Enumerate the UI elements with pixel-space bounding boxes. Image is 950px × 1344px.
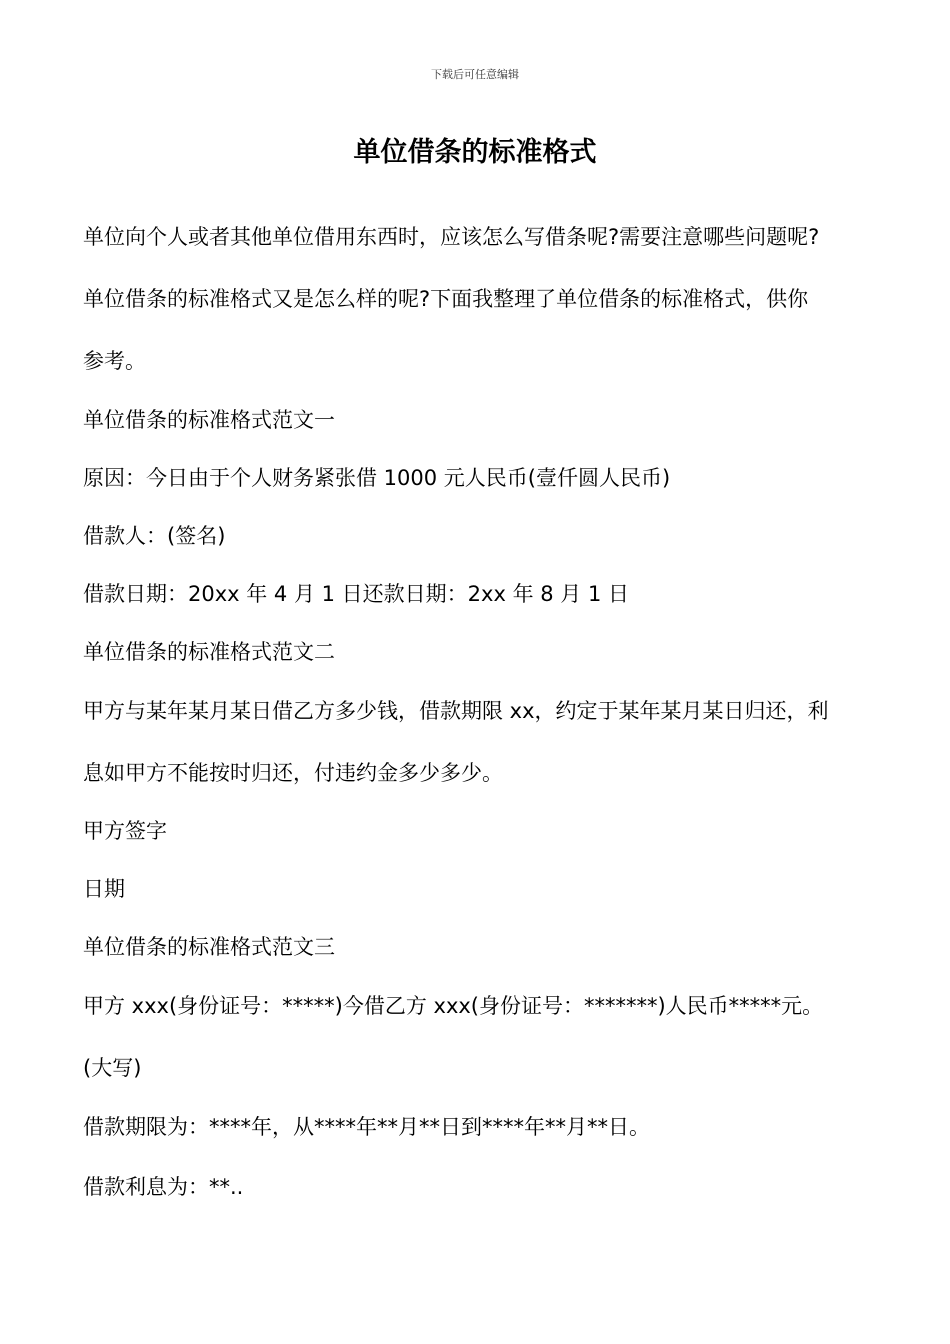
- intro-line-1: 单位向个人或者其他单位借用东西时，应该怎么写借条呢?需要注意哪些问题呢?: [83, 225, 820, 249]
- section-heading-sample-3: 单位借条的标准格式范文三: [83, 935, 335, 959]
- section-heading-sample-2: 单位借条的标准格式范文二: [83, 640, 335, 664]
- sample-2-body-line-2: 息如甲方不能按时归还，付违约金多少多少。: [83, 761, 503, 785]
- intro-line-2: 单位借条的标准格式又是怎么样的呢?下面我整理了单位借条的标准格式，供你: [83, 287, 809, 311]
- sample-3-body: 甲方 xxx(身份证号：*****)今借乙方 xxx(身份证号：*******)人民币*****元。: [83, 994, 824, 1018]
- sample-1-borrower: 借款人：(签名): [83, 524, 226, 548]
- sample-2-signature: 甲方签字: [83, 819, 167, 843]
- sample-2-body-line-1: 甲方与某年某月某日借乙方多少钱，借款期限 xx，约定于某年某月某日归还，利: [83, 699, 829, 723]
- document-title: 单位借条的标准格式: [353, 137, 597, 168]
- header-note: 下载后可任意编辑: [431, 68, 519, 81]
- sample-3-interest: 借款利息为：**..: [83, 1175, 244, 1199]
- sample-3-uppercase-amount: (大写): [83, 1056, 142, 1080]
- sample-1-reason: 原因：今日由于个人财务紧张借 1000 元人民币(壹仟圆人民币): [83, 466, 671, 490]
- section-heading-sample-1: 单位借条的标准格式范文一: [83, 408, 335, 432]
- sample-2-date: 日期: [83, 877, 125, 901]
- sample-1-dates: 借款日期：20xx 年 4 月 1 日还款日期：2xx 年 8 月 1 日: [83, 582, 629, 606]
- intro-line-3: 参考。: [83, 349, 146, 373]
- sample-3-term: 借款期限为：****年，从****年**月**日到****年**月**日。: [83, 1115, 650, 1139]
